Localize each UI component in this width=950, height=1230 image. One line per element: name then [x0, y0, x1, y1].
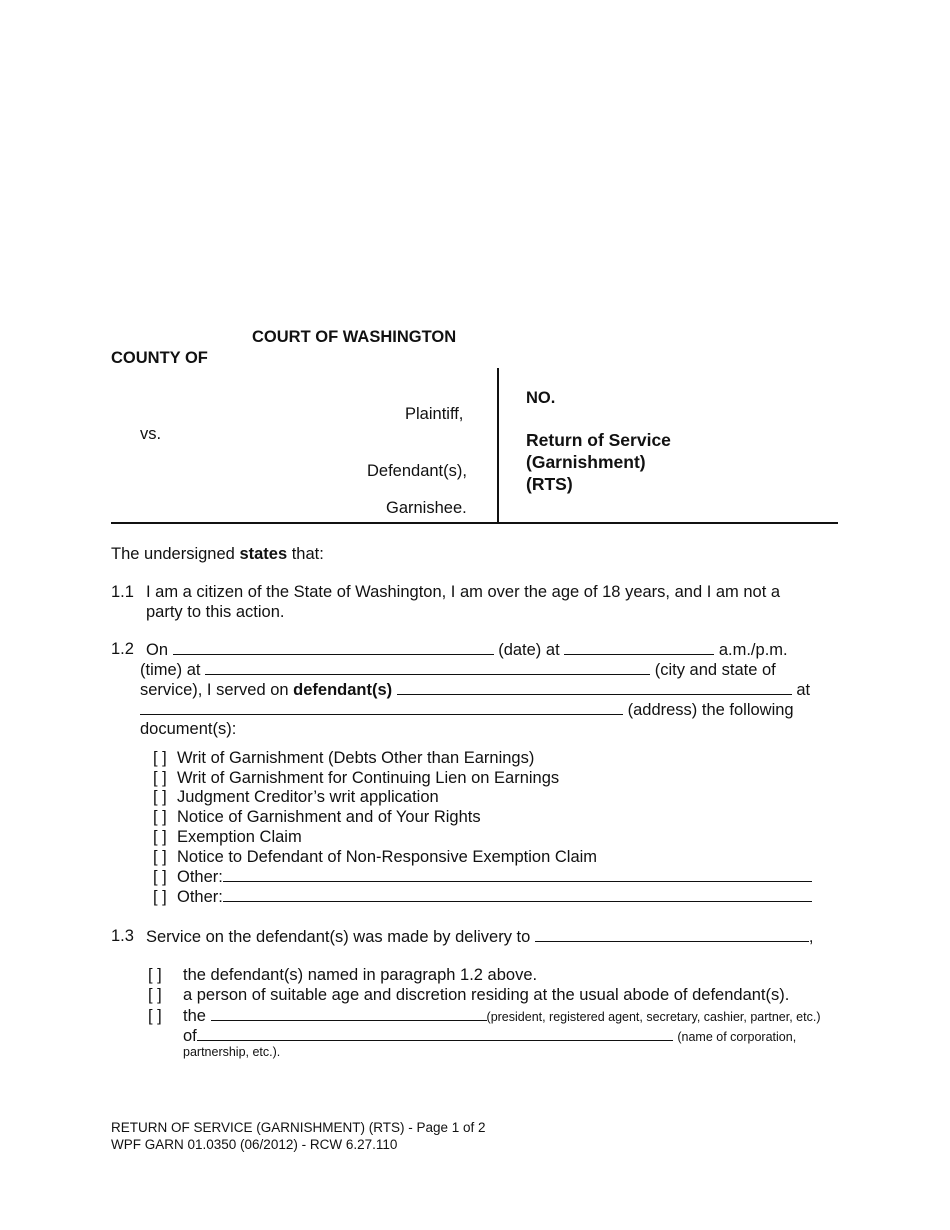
service-option-officer-line2: of (name of corporation, [183, 1027, 797, 1045]
document-item[interactable]: [ ] Writ of Garnishment (Debts Other than Earnings) [153, 749, 535, 767]
document-title-line3: (RTS) [526, 474, 573, 494]
document-item[interactable]: [ ] Judgment Creditor’s writ application [153, 788, 439, 806]
document-item[interactable]: [ ] Exemption Claim [153, 828, 302, 846]
delivery-recipient-blank[interactable] [535, 927, 809, 942]
officer-role-blank[interactable] [211, 1006, 487, 1021]
county-label: COUNTY OF [111, 349, 208, 367]
checkbox[interactable]: [ ] [153, 848, 167, 866]
garnishee-label: Garnishee. [386, 499, 467, 517]
service-option-officer-line3: partnership, etc.). [183, 1045, 281, 1059]
section-1-2-documents-label: document(s): [140, 720, 237, 738]
defendant-name-blank[interactable] [397, 680, 792, 695]
checkbox[interactable]: [ ] [153, 749, 167, 767]
checkbox[interactable]: [ ] [148, 966, 162, 984]
document-item-other[interactable]: [ ] Other: [153, 887, 812, 907]
time-blank[interactable] [564, 640, 714, 655]
checkbox[interactable]: [ ] [153, 868, 167, 886]
document-title-line1: Return of Service [526, 430, 671, 450]
document-item[interactable]: [ ] Notice of Garnishment and of Your Rights [153, 808, 481, 826]
document-title-line2: (Garnishment) [526, 452, 646, 472]
intro-statement: The undersigned states that: [111, 545, 324, 563]
document-item-other[interactable]: [ ] Other: [153, 867, 812, 887]
document-item[interactable]: [ ] Notice to Defendant of Non-Responsive Exemption Claim [153, 848, 598, 866]
section-1-3-line1: Service on the defendant(s) was made by delivery to , [146, 928, 814, 946]
footer-line2: WPF GARN 01.0350 (06/2012) - RCW 6.27.110 [111, 1137, 398, 1152]
checkbox[interactable]: [ ] [148, 986, 162, 1004]
document-item[interactable]: [ ] Writ of Garnishment for Continuing Lien on Earnings [153, 769, 560, 787]
section-1-1-line2: party to this action. [146, 603, 285, 621]
checkbox[interactable]: [ ] [153, 788, 167, 806]
service-option-officer[interactable]: [ ] the (president, registered agent, secretary, cashier, partner, etc.) [148, 1007, 821, 1025]
section-1-1-number: 1.1 [111, 583, 134, 601]
section-1-2-line1: On (date) at a.m./p.m. [146, 641, 788, 659]
defendant-label: Defendant(s), [367, 462, 467, 480]
vs-label: vs. [140, 425, 162, 443]
section-1-2-line3: service), I served on defendant(s) at [140, 681, 811, 699]
service-option-suitable-person[interactable]: [ ] a person of suitable age and discretion residing at the usual abode of defendant(s). [148, 986, 790, 1004]
checkbox[interactable]: [ ] [153, 769, 167, 787]
service-option-defendant[interactable]: [ ] the defendant(s) named in paragraph 1.2 above. [148, 966, 538, 984]
checkbox[interactable]: [ ] [153, 888, 167, 906]
case-number-label: NO. [526, 389, 556, 407]
checkbox[interactable]: [ ] [153, 808, 167, 826]
caption-horizontal-divider [111, 522, 838, 524]
checkbox[interactable]: [ ] [148, 1007, 162, 1025]
address-blank[interactable] [140, 700, 623, 715]
section-1-2-line4: (address) the following [140, 700, 794, 720]
footer-line1: RETURN OF SERVICE (GARNISHMENT) (RTS) - Page 1 of 2 [111, 1120, 486, 1135]
section-1-2-number: 1.2 [111, 640, 134, 658]
checkbox[interactable]: [ ] [153, 828, 167, 846]
city-state-blank[interactable] [205, 660, 650, 675]
other-blank[interactable] [223, 887, 812, 902]
section-1-1-line1: I am a citizen of the State of Washington, I am over the age of 18 years, and I am not a [146, 583, 781, 601]
section-1-2-line2: (time) at (city and state of [140, 661, 776, 679]
date-blank[interactable] [173, 640, 494, 655]
court-title: COURT OF WASHINGTON [252, 328, 457, 346]
section-1-3-number: 1.3 [111, 927, 134, 945]
corporation-name-blank[interactable] [197, 1026, 673, 1041]
caption-vertical-divider [497, 368, 499, 524]
other-blank[interactable] [223, 867, 812, 882]
plaintiff-label: Plaintiff, [405, 405, 464, 423]
